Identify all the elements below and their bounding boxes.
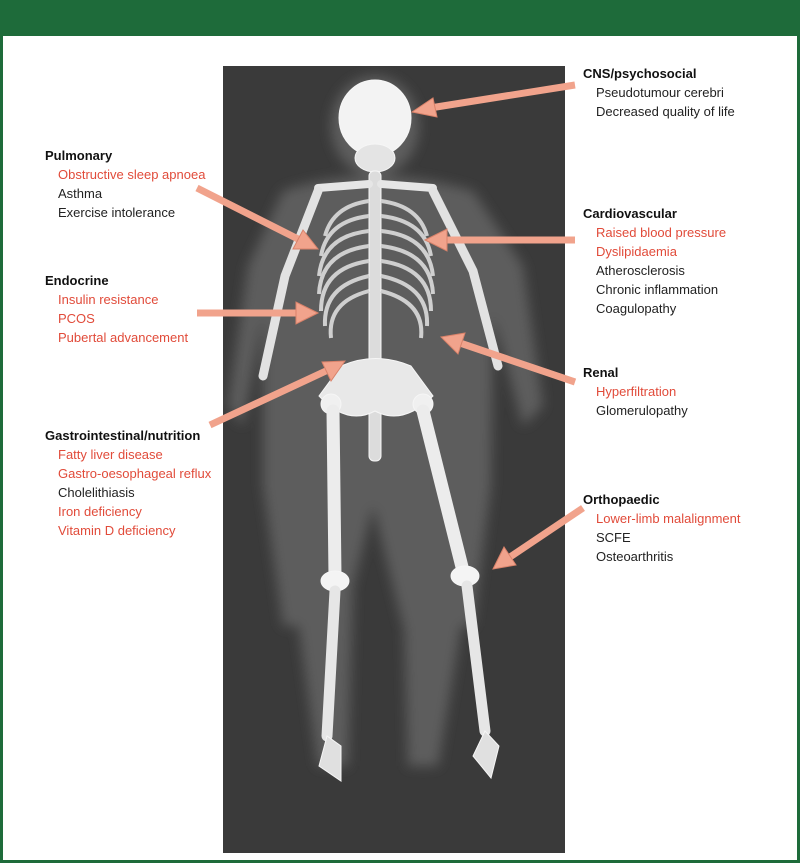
condition-label: Insulin resistance <box>58 292 159 307</box>
condition-label: Obstructive sleep apnoea <box>58 167 206 182</box>
condition-label: Pubertal advancement <box>58 330 189 345</box>
arrow-cardiovascular <box>425 229 575 251</box>
condition-label: Fatty liver disease <box>58 447 163 462</box>
arrow-gastrointestinal <box>210 361 345 425</box>
group-heading: Renal <box>583 365 619 380</box>
condition-label: Hyperfiltration <box>596 384 677 399</box>
condition-label: Atherosclerosis <box>596 263 685 278</box>
condition-label: Raised blood pressure <box>596 225 727 240</box>
condition-label: Gastro-oesophageal reflux <box>58 466 212 481</box>
group-endocrine <box>45 271 188 347</box>
condition-label: Glomerulopathy <box>596 403 688 418</box>
condition-label: Cholelithiasis <box>58 485 135 500</box>
condition-label: Dyslipidaemia <box>596 244 677 259</box>
pointer-arrows <box>197 85 583 569</box>
group-renal <box>583 363 688 420</box>
arrow-cns <box>412 85 575 117</box>
condition-label: Osteoarthritis <box>596 549 674 564</box>
condition-label: Chronic inflammation <box>596 282 719 297</box>
condition-label: Lower-limb malalignment <box>596 511 741 526</box>
group-heading: Cardiovascular <box>583 206 677 221</box>
condition-label: Vitamin D deficiency <box>58 523 176 538</box>
condition-label: Coagulopathy <box>596 301 677 316</box>
group-orthopaedic <box>583 490 741 566</box>
group-heading: CNS/psychosocial <box>583 66 697 81</box>
condition-label: Asthma <box>58 186 103 201</box>
arrow-pulmonary <box>197 188 318 249</box>
condition-label: SCFE <box>596 530 631 545</box>
group-pulmonary <box>45 146 205 222</box>
group-heading: Orthopaedic <box>583 492 660 507</box>
group-cns <box>583 64 735 121</box>
arrow-endocrine <box>197 302 318 324</box>
group-heading: Endocrine <box>45 273 109 288</box>
condition-label: PCOS <box>58 311 95 326</box>
arrow-orthopaedic <box>493 508 583 569</box>
arrow-renal <box>441 333 575 382</box>
group-cardiovascular <box>583 204 726 318</box>
condition-label: Pseudotumour cerebri <box>596 85 724 100</box>
group-heading: Pulmonary <box>45 148 113 163</box>
group-gastrointestinal <box>45 426 211 540</box>
group-heading: Gastrointestinal/nutrition <box>45 428 201 443</box>
condition-label: Decreased quality of life <box>596 104 735 119</box>
condition-label: Iron deficiency <box>58 504 142 519</box>
condition-label: Exercise intolerance <box>58 205 176 220</box>
